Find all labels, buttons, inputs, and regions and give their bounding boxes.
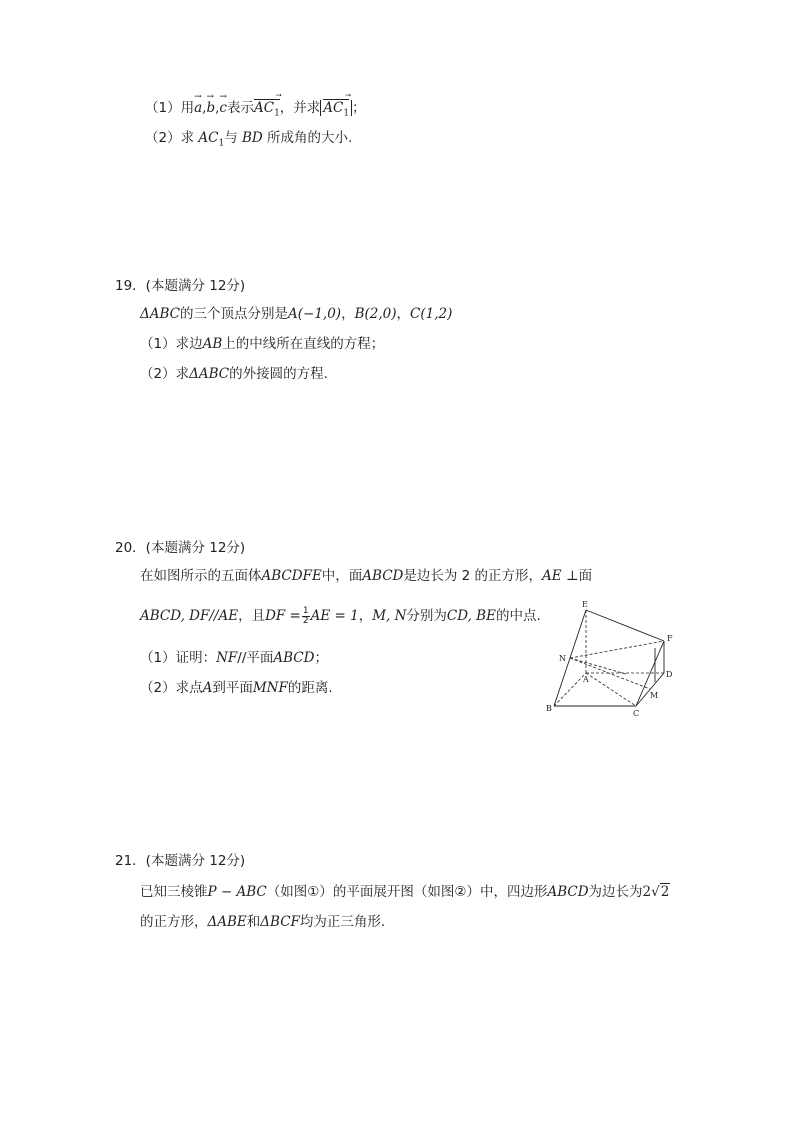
- abs-vector-ac1: $AC_1$ ⃗: [320, 100, 352, 116]
- q19-stem: ΔABC的三个顶点分别是A(−1,0)，B(2,0)，C(1,2): [140, 306, 453, 322]
- q21-line1: 已知三棱锥P − ABC（如图①）的平面展开图（如图②）中，四边形ABCD为边长为2√2: [140, 884, 670, 900]
- edge-ac: [586, 673, 636, 706]
- label-e: E: [582, 600, 588, 609]
- q21-line2: 的正方形，ΔABE和ΔBCF均为正三角形.: [140, 914, 386, 930]
- q19-header: 19．(本题满分 12分): [115, 278, 246, 294]
- q21-header: 21．(本题满分 12分): [115, 853, 246, 869]
- edge-dc: [636, 673, 664, 706]
- vector-ac1: $AC_1$ ⃗: [254, 98, 280, 124]
- label-a: A: [583, 675, 589, 684]
- q20-item2: （2）求点A到平面MNF的距离.: [140, 680, 333, 696]
- q19-item2: （2）求ΔABC的外接圆的方程.: [140, 366, 328, 382]
- edge-nm: [570, 658, 650, 689]
- q18-item1: （1）用a →,b →,c →表示$AC_1$ ⃗，并求 $AC_1$ ⃗ ；: [145, 98, 366, 124]
- edge-ba: [554, 673, 586, 706]
- q18-item2: （2）求 $AC_1$与 BD 所成角的大小.: [145, 130, 353, 149]
- sqrt-sign: √: [651, 884, 660, 900]
- q20-item1: （1）证明：NF//平面ABCD；: [140, 650, 328, 666]
- q19-item1: （1）求边AB上的中线所在直线的方程；: [140, 336, 385, 352]
- edge-n-mid: [570, 658, 626, 674]
- fraction-one-half: $\frac{1}{2}$: [302, 605, 309, 626]
- label-f: F: [667, 634, 673, 643]
- label-c: C: [633, 709, 640, 718]
- label-m: M: [650, 691, 659, 700]
- q20-line1: 在如图所示的五面体ABCDFE中，面ABCD是边长为 2 的正方形，AE ⊥面: [140, 568, 593, 584]
- q20-header: 20．(本题满分 12分): [115, 540, 246, 556]
- label-b: B: [546, 704, 552, 713]
- edge-nf: [570, 641, 664, 658]
- edge-ef: [586, 610, 664, 641]
- q20-line2: ABCD, DF//AE，且DF = $\frac{1}{2}$ AE = 1，M, N分别为CD, BE的中点.: [140, 605, 541, 626]
- label-d: D: [666, 670, 673, 679]
- pentahedron-figure: [540, 600, 690, 720]
- label-n: N: [559, 654, 566, 663]
